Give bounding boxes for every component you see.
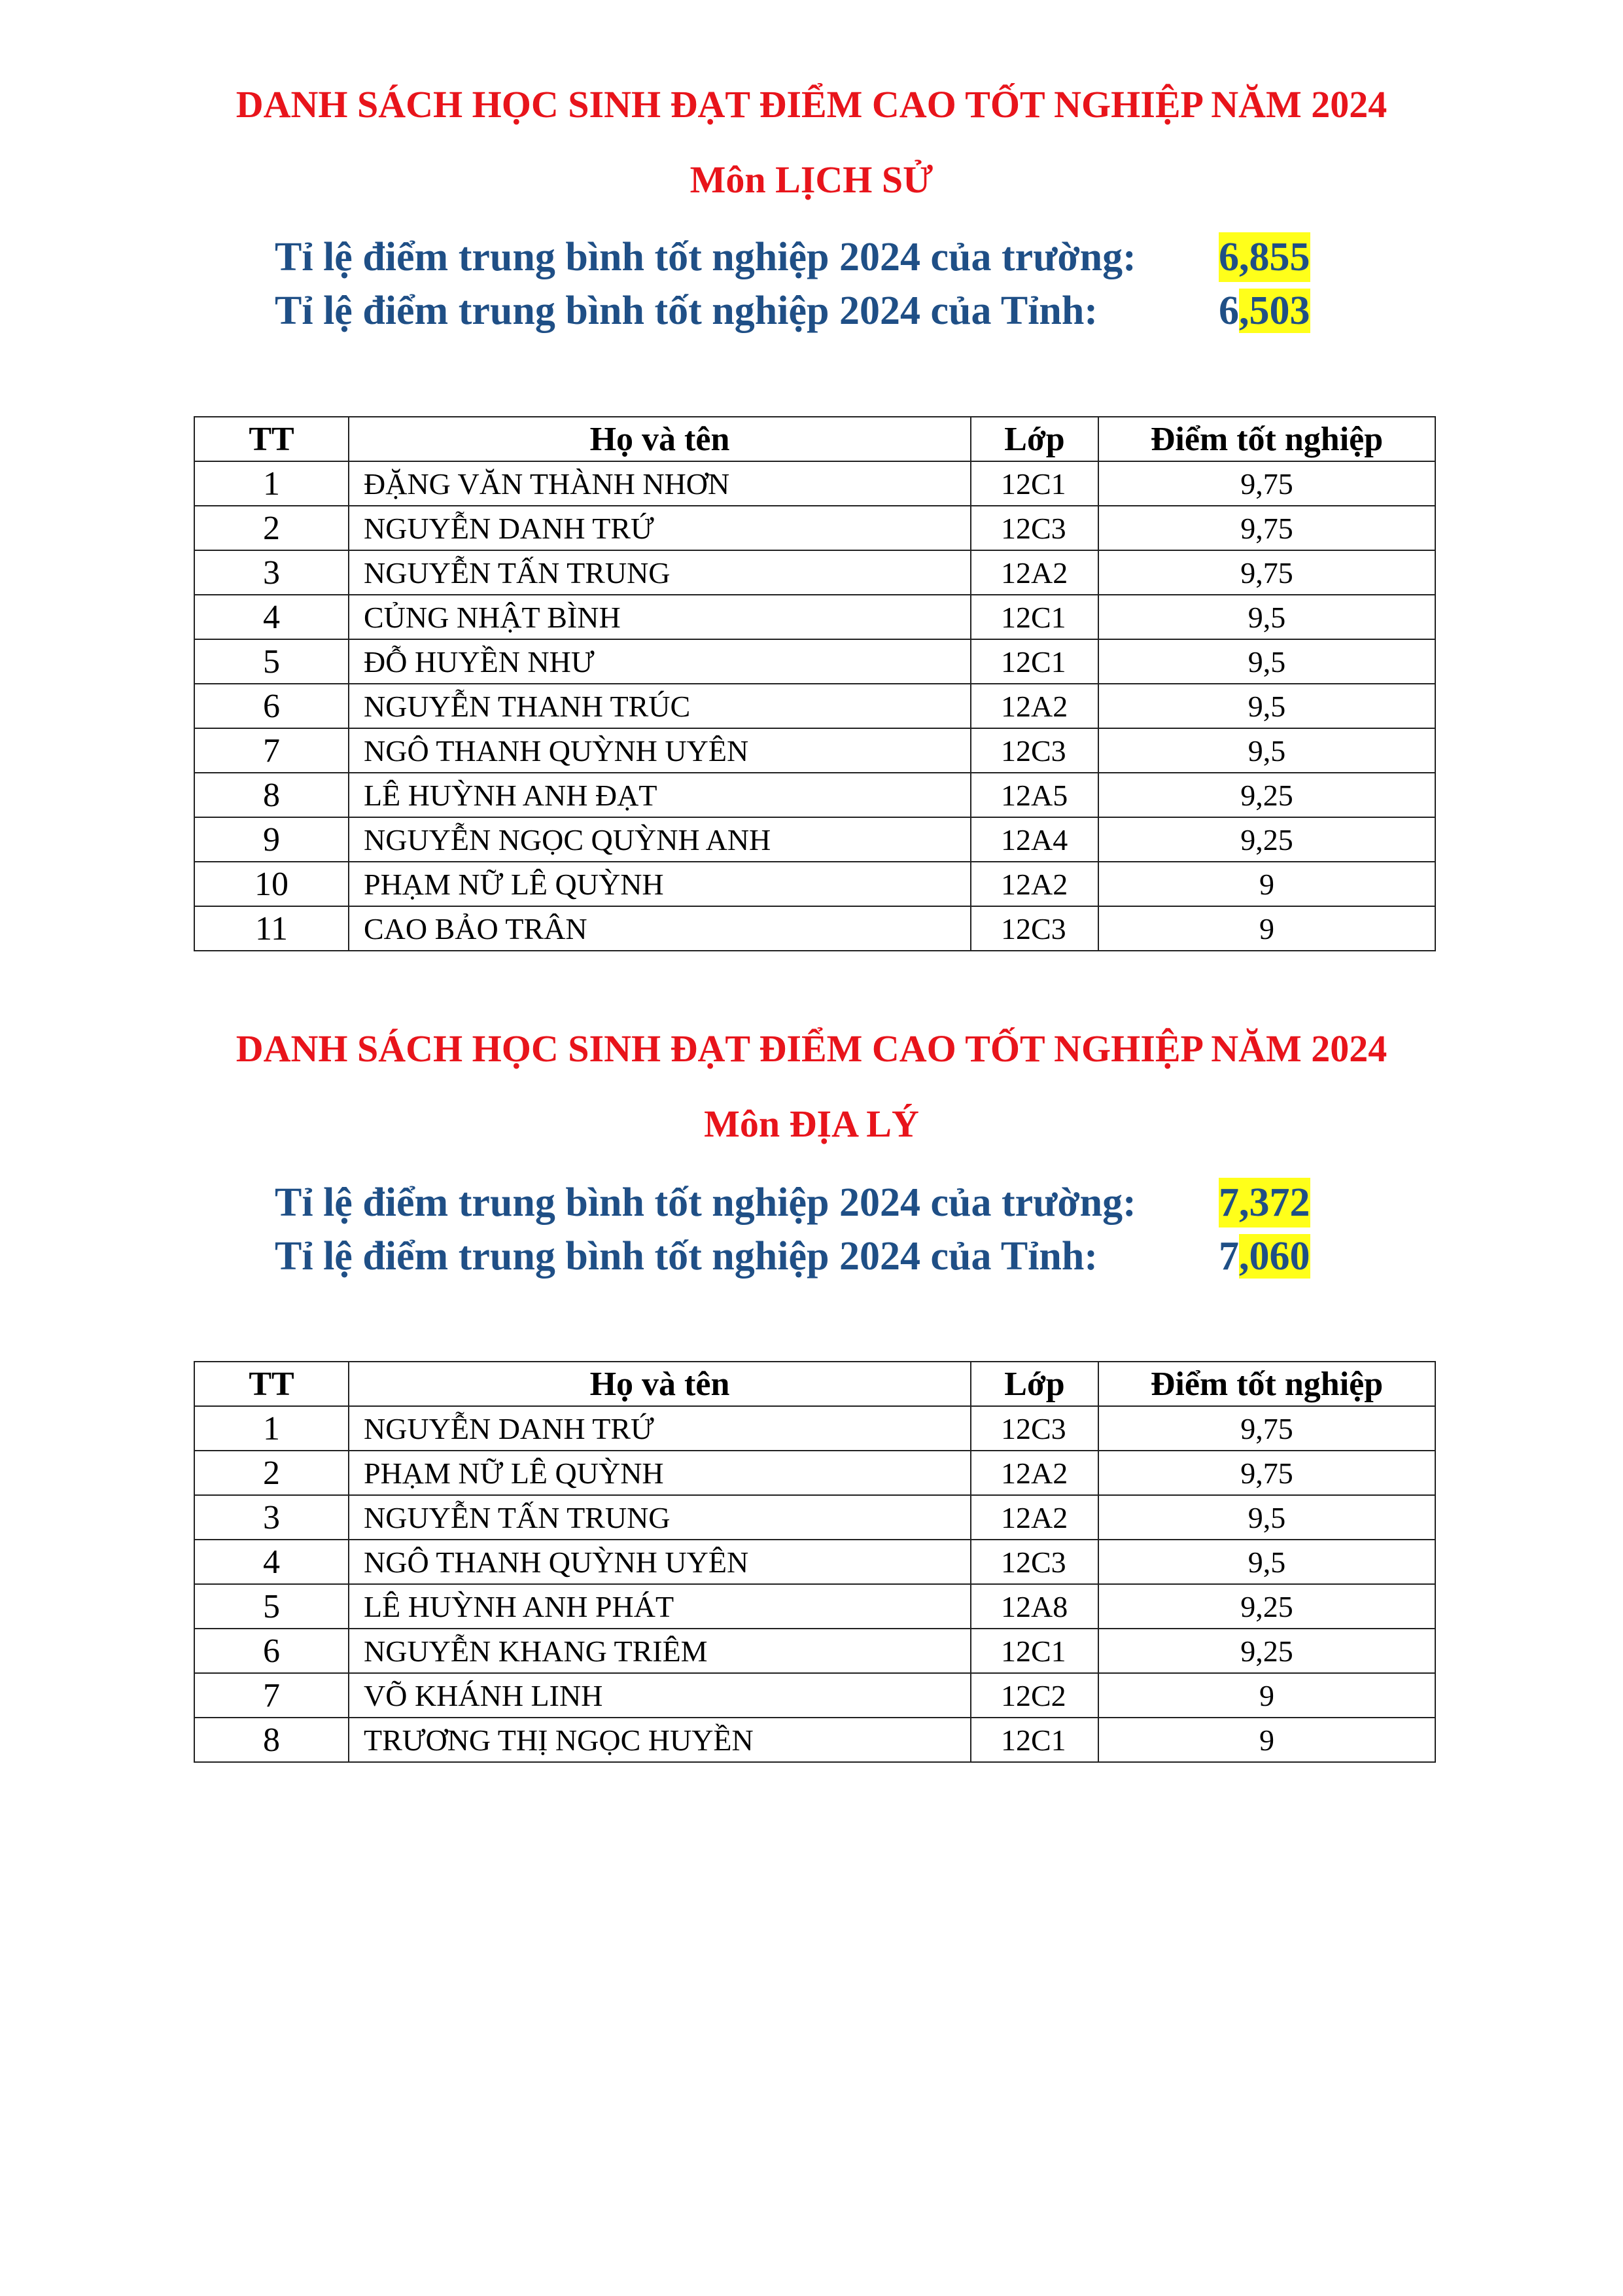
row-tt: 1 — [194, 1406, 349, 1451]
row-class: 12C3 — [971, 1540, 1098, 1584]
header-score: Điểm tốt nghiệp — [1098, 417, 1435, 461]
row-name: NGUYỄN TẤN TRUNG — [349, 1495, 971, 1540]
province-average-label: Tỉ lệ điểm trung bình tốt nghiệp 2024 của Tỉnh: — [275, 1234, 1098, 1279]
table-row — [194, 1718, 1435, 1762]
row-score: 9,25 — [1098, 773, 1435, 817]
row-score: 9 — [1098, 862, 1435, 906]
table-row — [194, 728, 1435, 773]
row-class: 12A2 — [971, 1451, 1098, 1495]
section-1-score-table — [194, 416, 1436, 951]
row-tt: 8 — [194, 773, 349, 817]
section-1-title: DANH SÁCH HỌC SINH ĐẠT ĐIỂM CAO TỐT NGHIỆP NĂM 2024 — [236, 83, 1387, 126]
row-name: NGUYỄN THANH TRÚC — [349, 684, 971, 728]
row-score: 9,5 — [1098, 595, 1435, 639]
school-average-label: Tỉ lệ điểm trung bình tốt nghiệp 2024 của trường: — [275, 1180, 1136, 1225]
row-tt: 7 — [194, 1673, 349, 1718]
table-row — [194, 595, 1435, 639]
row-name: PHẠM NỮ LÊ QUỲNH — [349, 1451, 971, 1495]
province-average-value-rest: ,060 — [1239, 1234, 1310, 1279]
row-score: 9 — [1098, 1673, 1435, 1718]
row-score: 9,25 — [1098, 1629, 1435, 1673]
school-average-value: 7,372 — [1219, 1178, 1310, 1227]
row-class: 12C3 — [971, 728, 1098, 773]
school-average-value: 6,855 — [1219, 232, 1310, 282]
row-tt: 8 — [194, 1718, 349, 1762]
row-score: 9,25 — [1098, 1584, 1435, 1629]
row-tt: 2 — [194, 506, 349, 550]
row-class: 12C2 — [971, 1673, 1098, 1718]
section-2-province-average — [275, 1231, 1310, 1281]
row-tt: 5 — [194, 639, 349, 684]
table-row — [194, 817, 1435, 862]
row-name: LÊ HUỲNH ANH ĐẠT — [349, 773, 971, 817]
table-row — [194, 1673, 1435, 1718]
table-row — [194, 1629, 1435, 1673]
section-2-score-table — [194, 1361, 1436, 1763]
row-score: 9,75 — [1098, 461, 1435, 506]
row-tt: 3 — [194, 1495, 349, 1540]
row-name: NGUYỄN DANH TRỨ — [349, 506, 971, 550]
row-name: NGUYỄN DANH TRỨ — [349, 1406, 971, 1451]
row-class: 12A4 — [971, 817, 1098, 862]
section-1-school-average — [275, 232, 1310, 282]
row-score: 9,25 — [1098, 817, 1435, 862]
row-name: CAO BẢO TRÂN — [349, 906, 971, 951]
table-row — [194, 1584, 1435, 1629]
row-class: 12C1 — [971, 1718, 1098, 1762]
section-2-title: DANH SÁCH HỌC SINH ĐẠT ĐIỂM CAO TỐT NGHIỆP NĂM 2024 — [236, 1027, 1387, 1070]
table-row — [194, 862, 1435, 906]
row-score: 9,5 — [1098, 1540, 1435, 1584]
table-row — [194, 1495, 1435, 1540]
school-average-label: Tỉ lệ điểm trung bình tốt nghiệp 2024 của trường: — [275, 235, 1136, 279]
table-row — [194, 1406, 1435, 1451]
row-tt: 7 — [194, 728, 349, 773]
row-name: NGUYỄN KHANG TRIÊM — [349, 1629, 971, 1673]
row-tt: 11 — [194, 906, 349, 951]
header-class: Lớp — [971, 417, 1098, 461]
row-tt: 6 — [194, 684, 349, 728]
row-score: 9,5 — [1098, 728, 1435, 773]
row-tt: 4 — [194, 1540, 349, 1584]
header-name: Họ và tên — [349, 417, 971, 461]
row-score: 9,5 — [1098, 684, 1435, 728]
row-score: 9 — [1098, 906, 1435, 951]
row-class: 12C1 — [971, 595, 1098, 639]
section-1-subject: Môn LỊCH SỬ — [689, 158, 934, 201]
row-class: 12A2 — [971, 1495, 1098, 1540]
header-name: Họ và tên — [349, 1362, 971, 1406]
row-score: 9,5 — [1098, 1495, 1435, 1540]
header-tt: TT — [194, 1362, 349, 1406]
row-name: LÊ HUỲNH ANH PHÁT — [349, 1584, 971, 1629]
row-name: TRƯƠNG THỊ NGỌC HUYỀN — [349, 1718, 971, 1762]
row-class: 12A5 — [971, 773, 1098, 817]
row-name: PHẠM NỮ LÊ QUỲNH — [349, 862, 971, 906]
table-row — [194, 550, 1435, 595]
row-name: NGUYỄN TẤN TRUNG — [349, 550, 971, 595]
row-name: CỦNG NHẬT BÌNH — [349, 595, 971, 639]
row-class: 12C3 — [971, 506, 1098, 550]
header-tt: TT — [194, 417, 349, 461]
table-row — [194, 1540, 1435, 1584]
province-average-value-lead: 7 — [1219, 1234, 1239, 1279]
header-class: Lớp — [971, 1362, 1098, 1406]
row-tt: 3 — [194, 550, 349, 595]
header-score: Điểm tốt nghiệp — [1098, 1362, 1435, 1406]
row-class: 12A2 — [971, 550, 1098, 595]
row-class: 12C3 — [971, 906, 1098, 951]
row-score: 9,75 — [1098, 1451, 1435, 1495]
table-header-row — [194, 1362, 1435, 1406]
row-class: 12C1 — [971, 461, 1098, 506]
row-name: ĐỖ HUYỀN NHƯ — [349, 639, 971, 684]
row-class: 12A8 — [971, 1584, 1098, 1629]
row-class: 12A2 — [971, 684, 1098, 728]
province-average-value-rest: ,503 — [1239, 289, 1310, 333]
table-row — [194, 461, 1435, 506]
row-tt: 4 — [194, 595, 349, 639]
row-tt: 2 — [194, 1451, 349, 1495]
table-row — [194, 684, 1435, 728]
row-class: 12C1 — [971, 639, 1098, 684]
row-class: 12A2 — [971, 862, 1098, 906]
province-average-label: Tỉ lệ điểm trung bình tốt nghiệp 2024 của Tỉnh: — [275, 289, 1098, 333]
row-name: NGUYỄN NGỌC QUỲNH ANH — [349, 817, 971, 862]
section-1-province-average — [275, 286, 1310, 336]
row-score: 9,75 — [1098, 506, 1435, 550]
row-name: NGÔ THANH QUỲNH UYÊN — [349, 728, 971, 773]
section-2-subject: Môn ĐỊA LÝ — [704, 1103, 919, 1145]
table-row — [194, 906, 1435, 951]
table-row — [194, 506, 1435, 550]
row-name: VÕ KHÁNH LINH — [349, 1673, 971, 1718]
table-row — [194, 773, 1435, 817]
table-row — [194, 1451, 1435, 1495]
row-tt: 1 — [194, 461, 349, 506]
section-2-school-average — [275, 1178, 1310, 1227]
row-class: 12C3 — [971, 1406, 1098, 1451]
table-row — [194, 639, 1435, 684]
row-score: 9,75 — [1098, 550, 1435, 595]
row-score: 9,5 — [1098, 639, 1435, 684]
row-name: NGÔ THANH QUỲNH UYÊN — [349, 1540, 971, 1584]
row-tt: 9 — [194, 817, 349, 862]
province-average-value-lead: 6 — [1219, 289, 1239, 333]
row-score: 9,75 — [1098, 1406, 1435, 1451]
row-score: 9 — [1098, 1718, 1435, 1762]
row-name: ĐẶNG VĂN THÀNH NHƠN — [349, 461, 971, 506]
row-tt: 10 — [194, 862, 349, 906]
table-header-row — [194, 417, 1435, 461]
row-tt: 5 — [194, 1584, 349, 1629]
row-tt: 6 — [194, 1629, 349, 1673]
row-class: 12C1 — [971, 1629, 1098, 1673]
